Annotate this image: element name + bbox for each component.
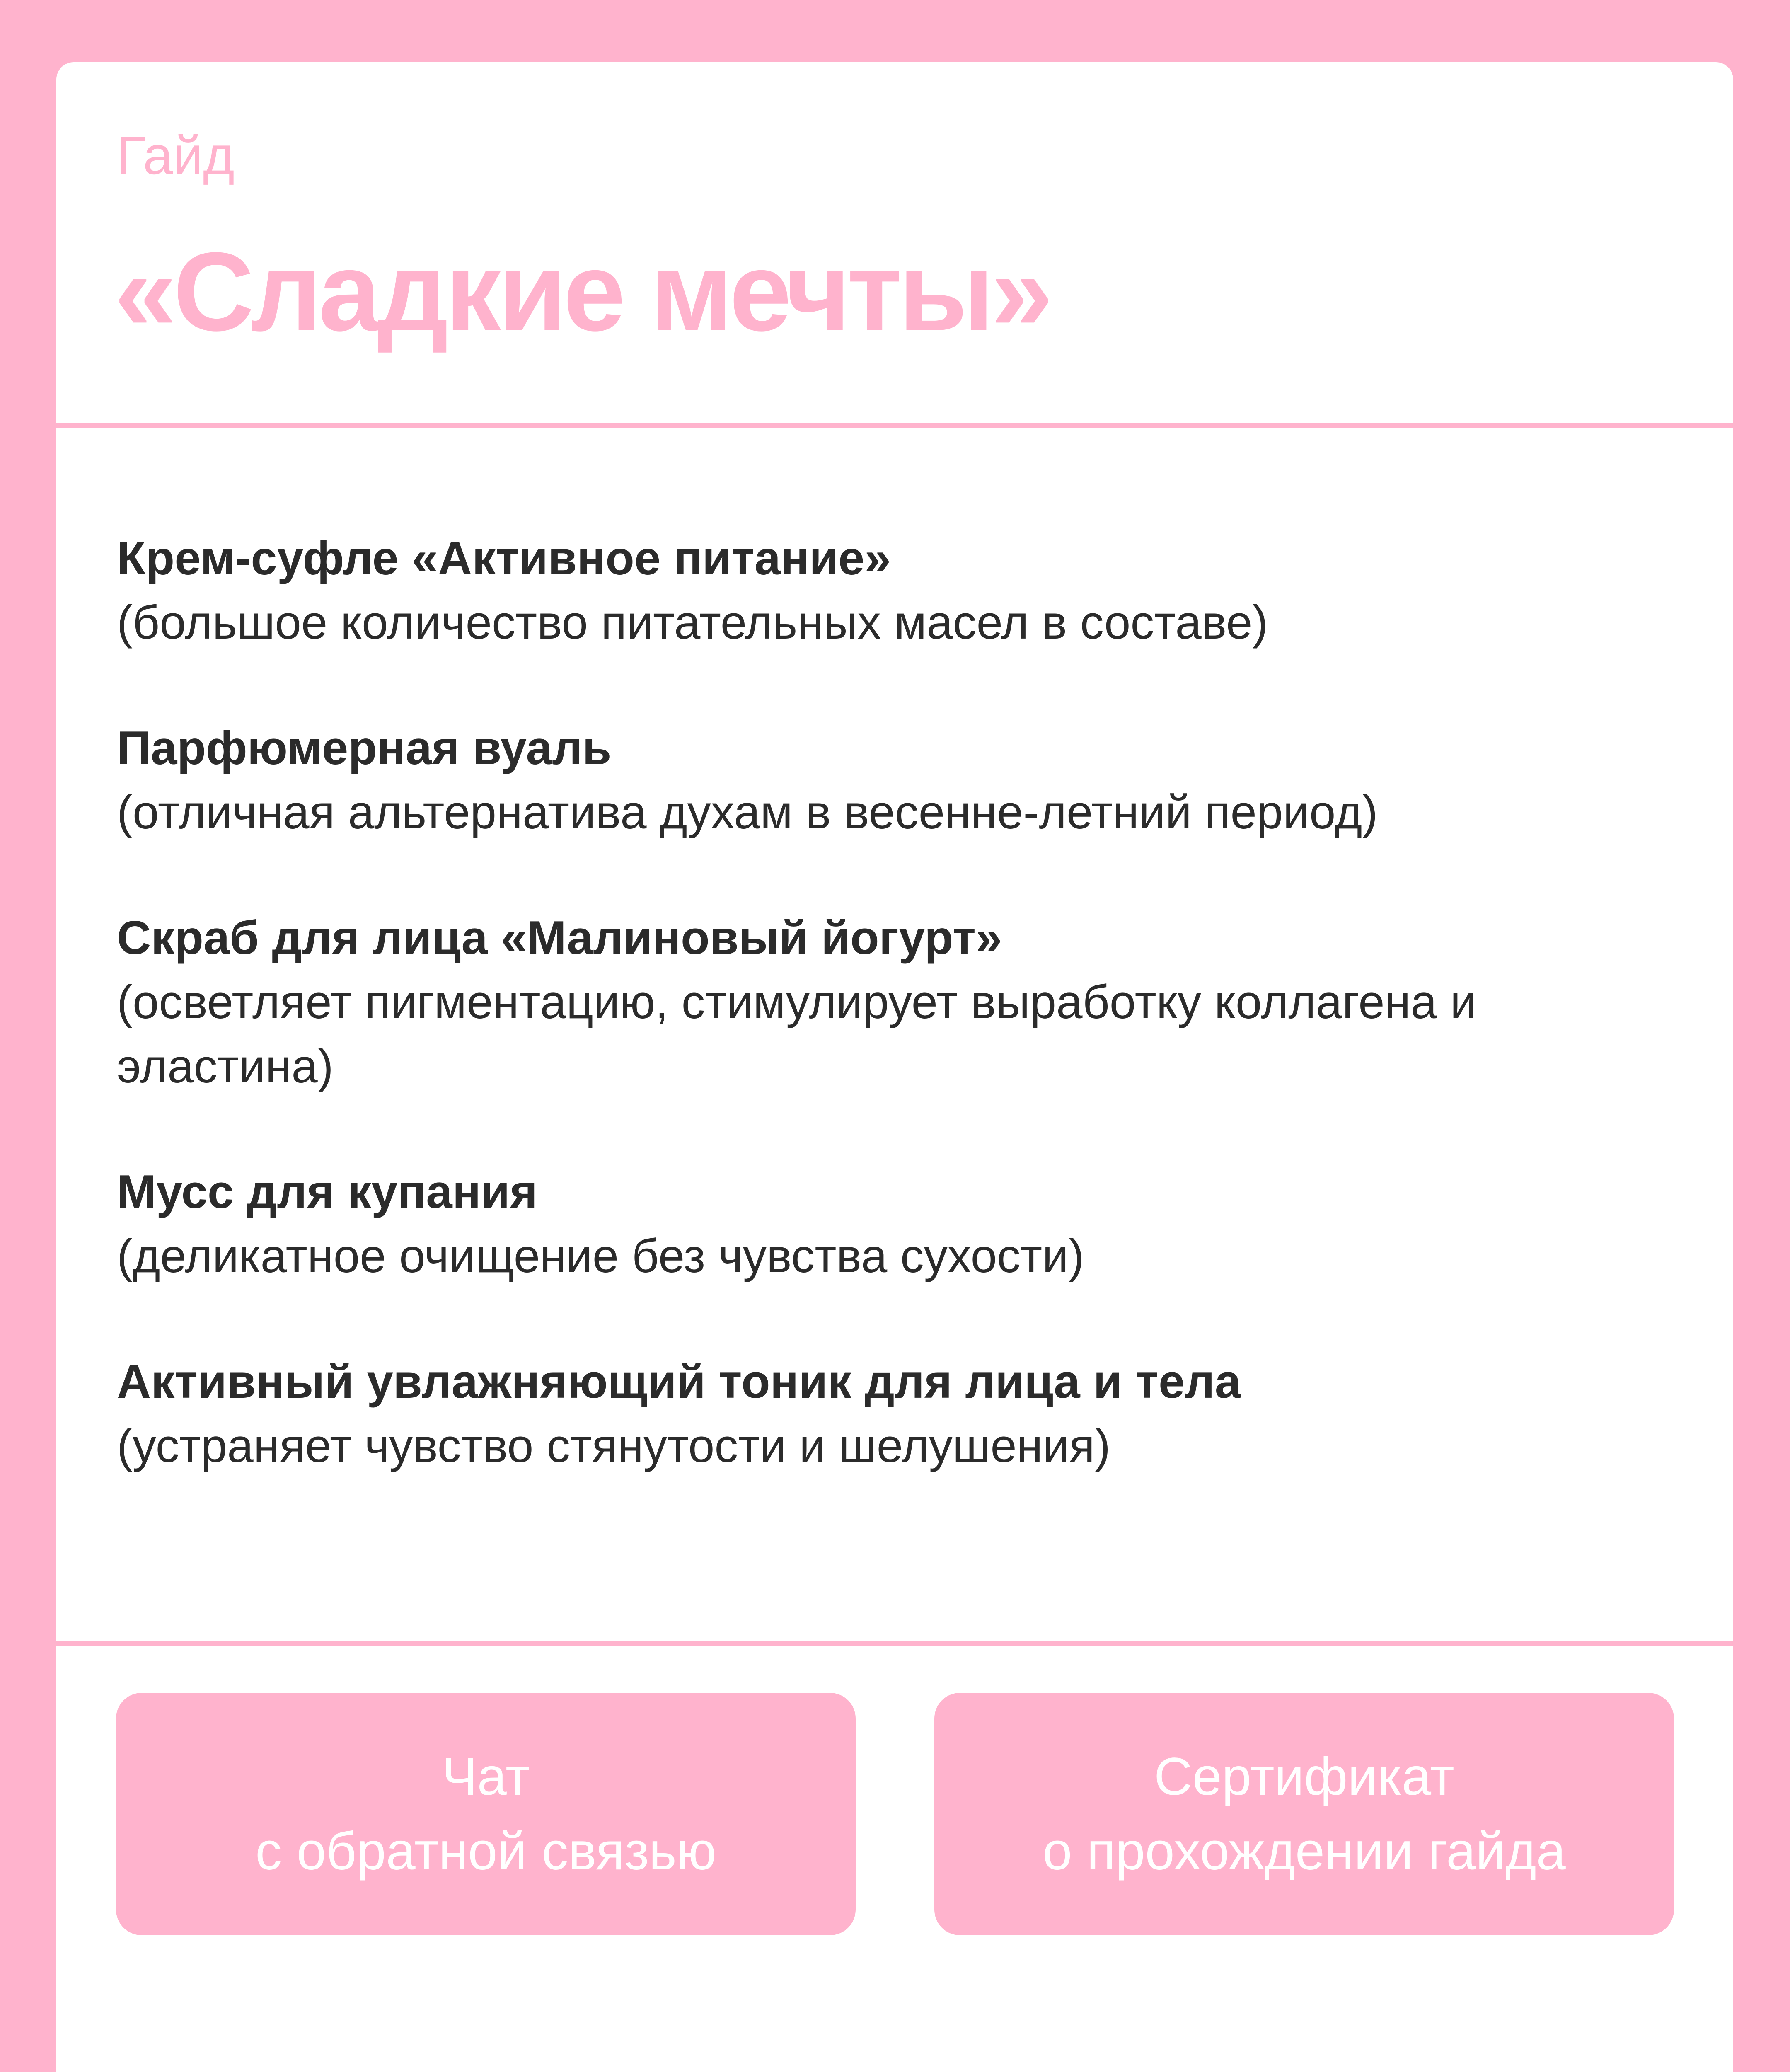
product-description: (устраняет чувство стянутости и шелушения) bbox=[117, 1420, 1111, 1472]
feedback-chat-button-line2: с обратной связью bbox=[255, 1821, 716, 1881]
top-divider bbox=[56, 423, 1733, 428]
guide-title: «Сладкие мечты» bbox=[114, 230, 1050, 354]
product-name: Крем-суфле «Активное питание» bbox=[117, 532, 891, 585]
product-name: Активный увлажняющий тоник для лица и тела bbox=[117, 1356, 1241, 1408]
header bbox=[56, 62, 1733, 423]
certificate-button[interactable] bbox=[934, 1693, 1674, 1935]
guide-card bbox=[56, 62, 1733, 2072]
product-item-cream-souffle bbox=[117, 526, 1683, 655]
product-name: Парфюмерная вуаль bbox=[117, 722, 612, 775]
product-name: Мусс для купания bbox=[117, 1166, 538, 1218]
feedback-chat-button[interactable] bbox=[116, 1693, 856, 1935]
product-description: (отличная альтернатива духам в весенне-летний период) bbox=[117, 786, 1378, 839]
certificate-button-line2: о прохождении гайда bbox=[1043, 1821, 1566, 1881]
guide-subtitle: Гайд bbox=[117, 125, 235, 186]
product-description: (осветляет пигментацию, стимулирует выработку коллагена и эластина) bbox=[117, 976, 1477, 1093]
product-list bbox=[117, 526, 1683, 1539]
bottom-divider bbox=[56, 1641, 1733, 1646]
product-item-tonic bbox=[117, 1350, 1683, 1478]
product-item-perfume-veil bbox=[117, 716, 1683, 845]
product-description: (большое количество питательных масел в составе) bbox=[117, 596, 1268, 649]
feedback-chat-button-line1: Чат bbox=[442, 1747, 530, 1806]
product-item-face-scrub bbox=[117, 906, 1683, 1099]
product-item-bath-mousse bbox=[117, 1160, 1683, 1288]
product-name: Скраб для лица «Малиновый йогурт» bbox=[117, 912, 1002, 964]
certificate-button-line1: Сертификат bbox=[1154, 1747, 1454, 1806]
product-description: (деликатное очищение без чувства сухости) bbox=[117, 1230, 1084, 1283]
